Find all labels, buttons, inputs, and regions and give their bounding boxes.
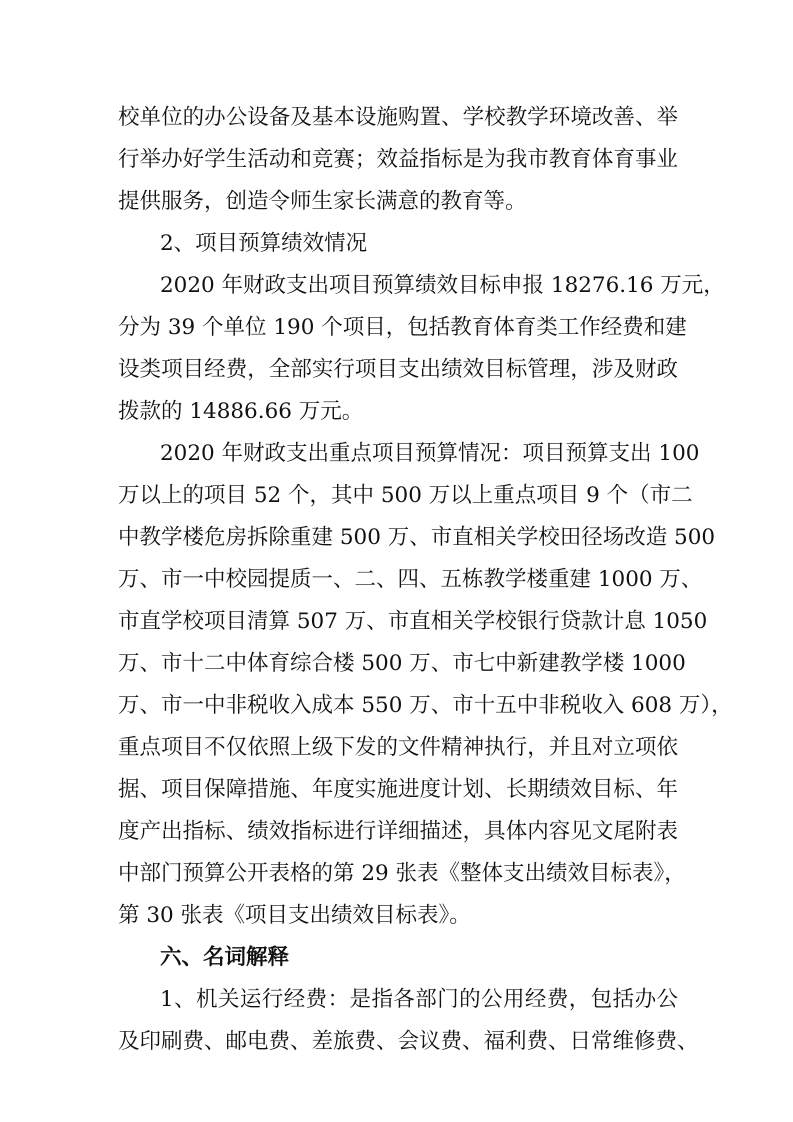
text-line: 分为 39 个单位 190 个项目，包括教育体育类工作经费和建 xyxy=(118,315,687,340)
section-heading: 2、项目预算绩效情况 xyxy=(160,231,368,256)
text-line: 市直学校项目清算 507 万、市直相关学校银行贷款计息 1050 xyxy=(118,609,708,634)
text-line: 2020 年财政支出重点项目预算情况：项目预算支出 100 xyxy=(160,441,700,466)
text-line: 及印刷费、邮电费、差旅费、会议费、福利费、日常维修费、 xyxy=(118,1029,699,1054)
text-line: 万以上的项目 52 个，其中 500 万以上重点项目 9 个（市二 xyxy=(118,483,693,508)
text-line: 设类项目经费，全部实行项目支出绩效目标管理，涉及财政 xyxy=(118,357,678,382)
text-line: 提供服务，创造令师生家长满意的教育等。 xyxy=(118,189,527,214)
text-line: 行举办好学生活动和竞赛；效益指标是为我市教育体育事业 xyxy=(118,147,678,172)
text-line: 校单位的办公设备及基本设施购置、学校教学环境改善、举 xyxy=(118,105,678,130)
section-heading: 六、名词解释 xyxy=(160,945,290,970)
text-line: 第 30 张表《项目支出绩效目标表》。 xyxy=(118,903,471,928)
text-line: 重点项目不仅依照上级下发的文件精神执行，并且对立项依 xyxy=(118,735,678,760)
text-line: 1、机关运行经费：是指各部门的公用经费，包括办公 xyxy=(160,987,678,1012)
text-line: 万、市一中校园提质一、二、四、五栋教学楼重建 1000 万、 xyxy=(118,567,703,592)
text-line: 据、项目保障措施、年度实施进度计划、长期绩效目标、年 xyxy=(118,777,678,802)
text-line: 拨款的 14886.66 万元。 xyxy=(118,399,364,424)
text-line: 度产出指标、绩效指标进行详细描述，具体内容见文尾附表 xyxy=(118,819,678,844)
text-line: 万、市一中非税收入成本 550 万、市十五中非税收入 608 万）， xyxy=(118,693,733,718)
text-line: 万、市十二中体育综合楼 500 万、市七中新建教学楼 1000 xyxy=(118,651,686,676)
text-line: 2020 年财政支出项目预算绩效目标申报 18276.16 万元， xyxy=(160,273,725,298)
text-line: 中部门预算公开表格的第 29 张表《整体支出绩效目标表》， xyxy=(118,861,686,886)
text-line: 中教学楼危房拆除重建 500 万、市直相关学校田径场改造 500 xyxy=(118,525,716,550)
